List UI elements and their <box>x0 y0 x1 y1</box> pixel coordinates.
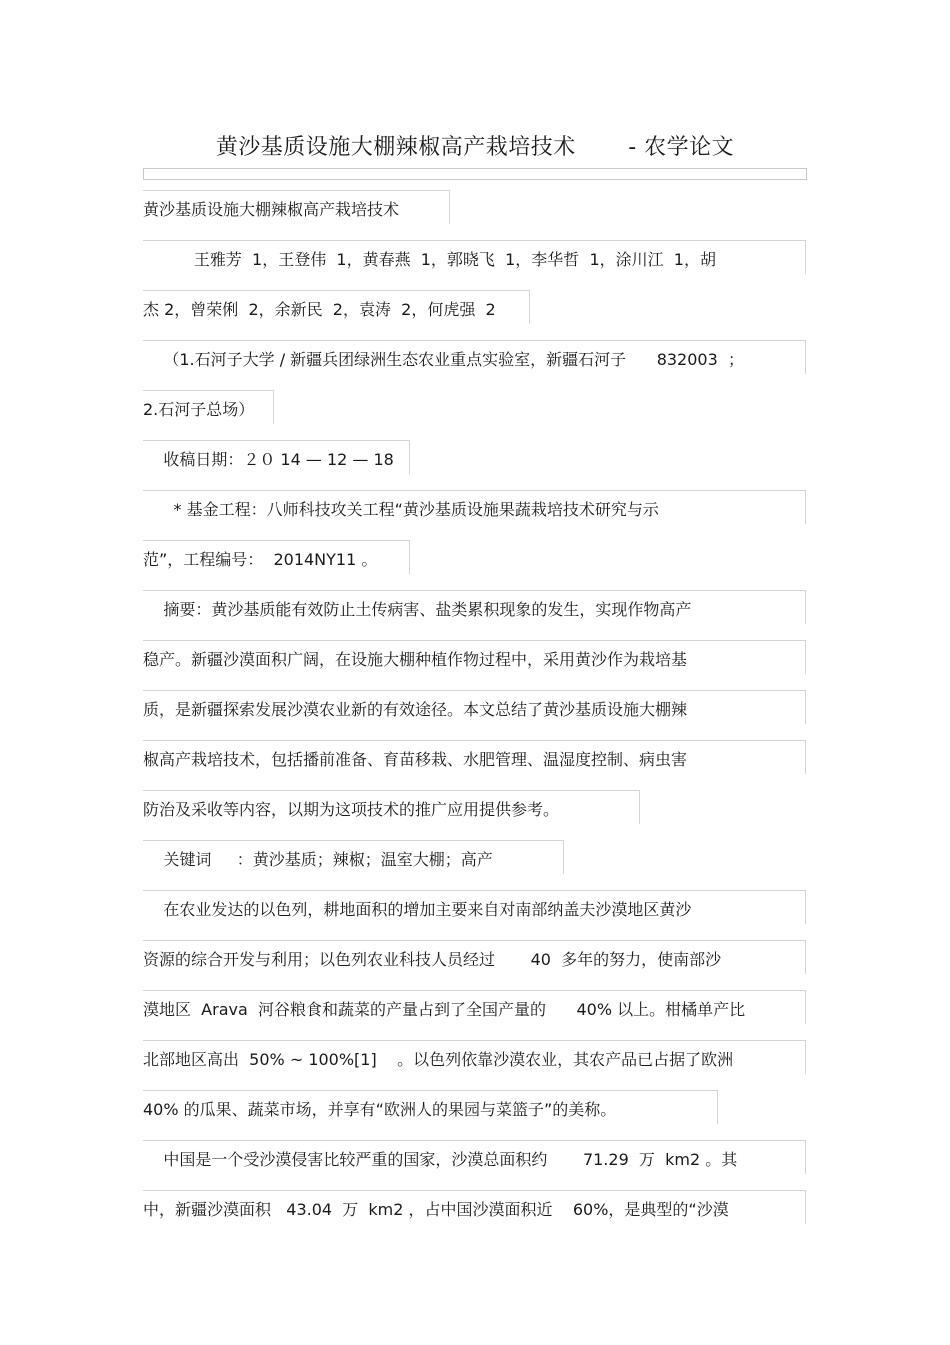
authors-line: 王雅芳 1，王登伟 1，黄春燕 1，郭晓飞 1，李华哲 1，涂川江 1，胡 <box>143 250 716 269</box>
body-line: 漠地区 Arava 河谷粮食和蔬菜的产量占到了全国产量的 40% 以上。柑橘单产比 <box>143 1000 746 1019</box>
abstract-line: 防治及采收等内容，以期为这项技术的推广应用提供参考。 <box>143 800 560 819</box>
abstract-line: 稳产。新疆沙漠面积广阔，在设施大棚种植作物过程中，采用黄沙作为栽培基 <box>143 650 688 669</box>
affiliation-line: （1.石河子大学 / 新疆兵团绿洲生态农业重点实验室，新疆石河子 832003 ； <box>143 350 744 369</box>
body-line: 40% 的瓜果、蔬菜市场，并享有“欧洲人的果园与菜篮子”的美称。 <box>143 1100 617 1119</box>
abstract-line: 摘要：黄沙基质能有效防止土传病害、盐类累积现象的发生，实现作物高产 <box>143 600 692 619</box>
funding-line: 范”，工程编号： 2014NY11 。 <box>143 550 378 569</box>
body-line: 在农业发达的以色列，耕地面积的增加主要来自对南部纳盖夫沙漠地区黄沙 <box>143 900 692 919</box>
document-title: 黄沙基质设施大棚辣椒高产栽培技术 - 农学论文 <box>215 135 735 160</box>
subtitle-line: 黄沙基质设施大棚辣椒高产栽培技术 <box>143 200 400 219</box>
received-date-line: 收稿日期：２０ 14 — 12 — 18 <box>143 450 394 469</box>
body-line: 北部地区高出 50% ~ 100%[1] 。以色列依靠沙漠农业，其农产品已占据了欧洲 <box>143 1050 734 1069</box>
body-line: 资源的综合开发与利用；以色列农业科技人员经过 40 多年的努力，使南部沙 <box>143 950 722 969</box>
keywords-line: 关键词 ：黄沙基质；辣椒；温室大棚；高产 <box>143 850 493 869</box>
affiliation-line: 2.石河子总场） <box>143 400 255 419</box>
body-line: 中国是一个受沙漠侵害比较严重的国家，沙漠总面积约 71.29 万 km2 。其 <box>143 1150 738 1169</box>
funding-line: * 基金工程：八师科技攻关工程“黄沙基质设施果蔬栽培技术研究与示 <box>143 500 659 519</box>
abstract-line: 椒高产栽培技术，包括播前准备、育苗移栽、水肥管理、温湿度控制、病虫害 <box>143 750 688 769</box>
authors-line: 杰 2，曾荣俐 2，余新民 2，袁涛 2，何虎强 2 <box>143 300 496 319</box>
title-divider <box>143 168 807 180</box>
body-line: 中，新疆沙漠面积 43.04 万 km2 ，占中国沙漠面积近 60%，是典型的“沙漠 <box>143 1200 729 1219</box>
abstract-line: 质，是新疆探索发展沙漠农业新的有效途径。本文总结了黄沙基质设施大棚辣 <box>143 700 688 719</box>
